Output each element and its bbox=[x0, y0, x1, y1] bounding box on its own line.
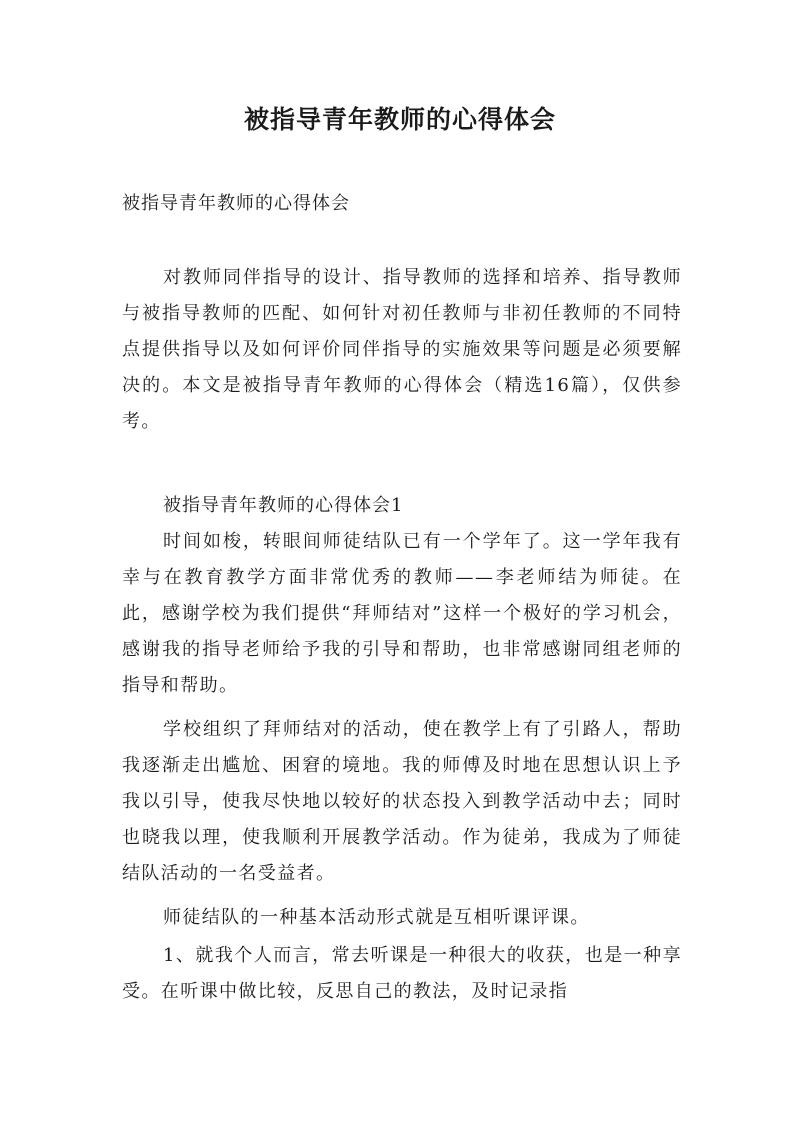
body-paragraph-1: 时间如梭，转眼间师徒结队已有一个学年了。这一学年我有幸与在教育教学方面非常优秀的教师——李老师结为师徒。在此，感谢学校为我们提供“拜师结对”这样一个极好的学习机会，感谢我的指导老师给予我的引导和帮助，也非常感谢同组老师的指导和帮助。 bbox=[122, 531, 682, 696]
intro-paragraph: 对教师同伴指导的设计、指导教师的选择和培养、指导教师与被指导教师的匹配、如何针对初任教师与非初任教师的不同特点提供指导以及如何评价同伴指导的实施效果等问题是必须要解决的。本文是被指导青年教师的心得体会（精选16篇），仅供参考。 bbox=[122, 267, 682, 432]
body-paragraph-2: 学校组织了拜师结对的活动，使在教学上有了引路人，帮助我逐渐走出尴尬、困窘的境地。我的师傅及时地在思想认识上予我以引导，使我尽快地以较好的状态投入到教学活动中去；同时也晓我以理，使我顺利开展教学活动。作为徒弟，我成为了师徒结队活动的一名受益者。 bbox=[122, 719, 682, 884]
document-subtitle: 被指导青年教师的心得体会 bbox=[122, 193, 350, 214]
body-paragraph-3: 师徒结队的一种基本活动形式就是互相听课评课。 bbox=[163, 907, 590, 928]
document-title: 被指导青年教师的心得体会 bbox=[243, 105, 556, 134]
body-paragraph-4: 1、就我个人而言，常去听课是一种很大的收获，也是一种享受。在听课中做比较，反思自己的教法，及时记录指 bbox=[122, 945, 682, 1002]
section-heading: 被指导青年教师的心得体会1 bbox=[163, 495, 404, 516]
